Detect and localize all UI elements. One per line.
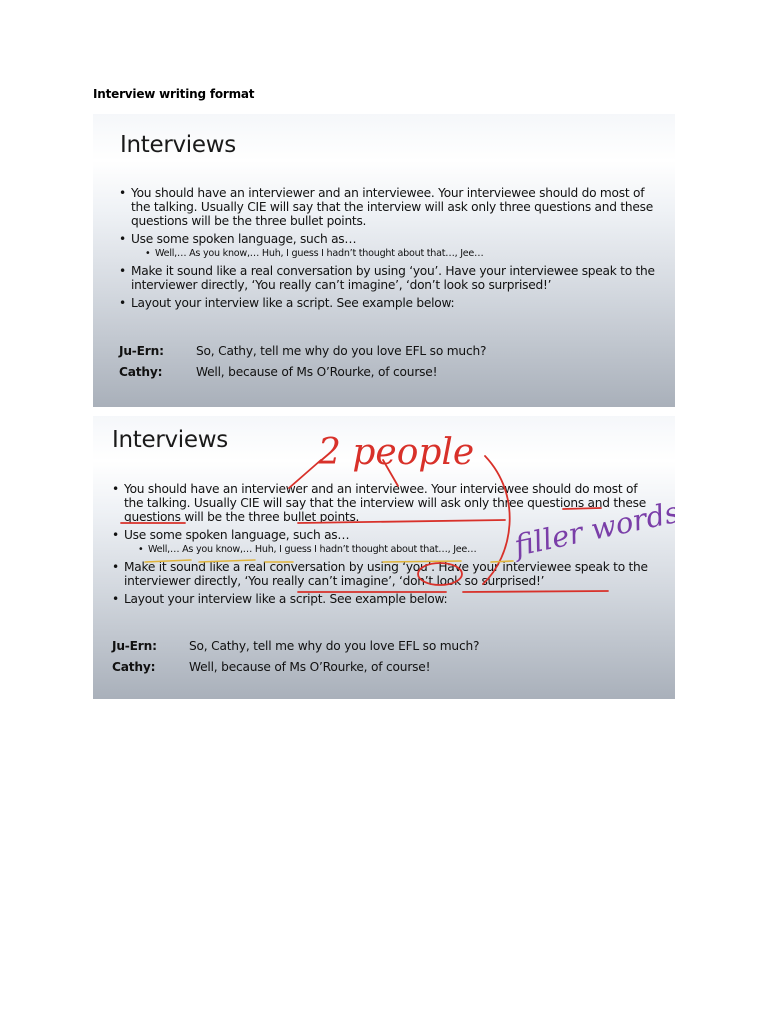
handwritten-note-people: 2 people [318,432,475,473]
speaker-name: Ju-Ern: [112,639,157,653]
bullet-item: • Use some spoken language, such as… • Well,… As you know,… Huh, I guess I hadn’t thought about that…, Jee… [119,232,659,260]
bullet-item: • Layout your interview like a script. See example below: [119,296,659,310]
speaker-name: Cathy: [119,365,163,379]
document-heading: Interview writing format [93,87,255,101]
bullet-list [112,482,660,610]
slide-title: Interviews [120,132,236,158]
sub-bullet-list [131,248,659,260]
bullet-item: • You should have an interviewer and an interviewee. Your interviewee should do most of the talking. Usually CIE will say that the interview will ask only three questions and these questions will be the three bullet points. [112,482,660,524]
sub-bullet-item: • Well,… As you know,… Huh, I guess I hadn’t thought about that…, Jee… [124,544,660,556]
speaker-line: So, Cathy, tell me why do you love EFL so much? [196,344,487,358]
slide-1 [93,114,675,407]
bullet-item: • You should have an interviewer and an interviewee. Your interviewee should do most of the talking. Usually CIE will say that the interview will ask only three questions and these questions will be the three bullet points. [119,186,659,228]
bullet-item: • Layout your interview like a script. See example below: [112,592,660,606]
sub-bullet-item: • Well,… As you know,… Huh, I guess I hadn’t thought about that…, Jee… [131,248,659,260]
bullet-item: • Make it sound like a real conversation by using ‘you’. Have your interviewee speak to the interviewer directly, ‘You really can’t imagine’, ‘don’t look so surprised!’ [112,560,660,588]
speaker-line: Well, because of Ms O’Rourke, of course! [189,660,431,674]
slide-2-annotated [93,416,683,699]
bullet-item: • Use some spoken language, such as… • Well,… As you know,… Huh, I guess I hadn’t thought about that…, Jee… [112,528,660,556]
sub-bullet-list [124,544,660,556]
speaker-line: So, Cathy, tell me why do you love EFL so much? [189,639,480,653]
speaker-name: Cathy: [112,660,156,674]
slide-title: Interviews [112,427,228,453]
handwritten-note-filler: filler words [511,494,683,563]
speaker-name: Ju-Ern: [119,344,164,358]
bullet-item: • Make it sound like a real conversation by using ‘you’. Have your interviewee speak to the interviewer directly, ‘You really can’t imagine’, ‘don’t look so surprised!’ [119,264,659,292]
bullet-list [119,186,659,314]
speaker-line: Well, because of Ms O’Rourke, of course! [196,365,438,379]
